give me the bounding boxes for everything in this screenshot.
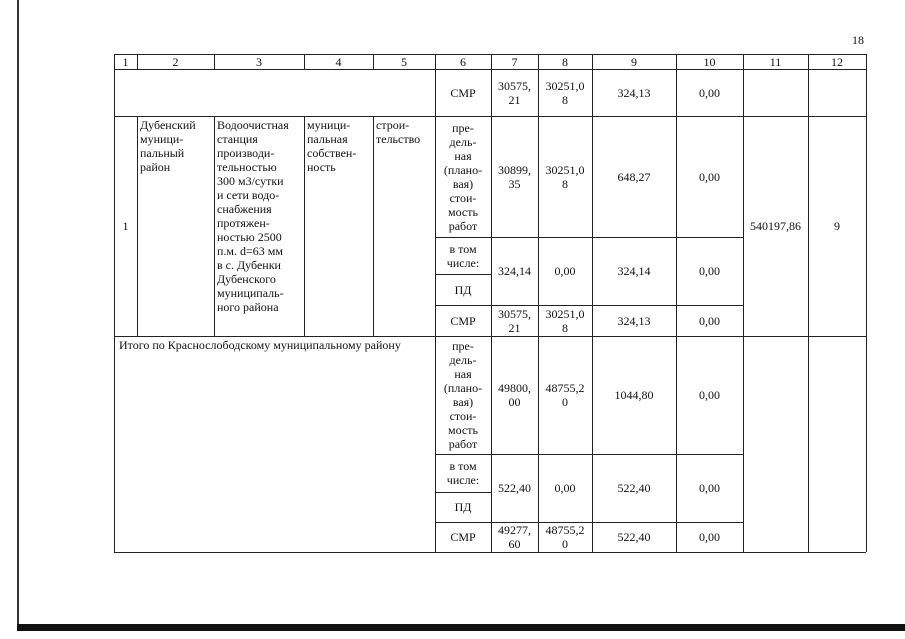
dub-pd-c9: 324,14 [617, 264, 651, 278]
col-header-3: 3 [256, 54, 262, 69]
district-total-label: Итого по Краснослободскому муниципальному району [119, 338, 401, 352]
col-header-2: 2 [172, 54, 179, 69]
ownership-form: муници- пальная собствен- ность [307, 118, 357, 174]
tot-total-c8: 48755,2 0 [545, 381, 585, 409]
dub-smr-c9: 324,13 [617, 313, 651, 328]
col-header-11: 11 [769, 54, 782, 69]
top-smr-label: СМР [450, 85, 476, 100]
col-header-1: 1 [122, 54, 129, 69]
dub-total-c10: 0,00 [699, 169, 720, 184]
work-type: строи- тельство [376, 118, 421, 146]
tot-total-c7: 49800, 00 [498, 381, 531, 409]
tot-pd-c10: 0,00 [699, 481, 720, 495]
left-page-edge [17, 0, 19, 630]
dub-pd-label: ПД [454, 282, 472, 297]
dub-smr-label: СМР [450, 313, 476, 328]
tot-smr-c8: 48755,2 0 [545, 523, 585, 551]
dub-smr-c10: 0,00 [699, 313, 720, 328]
dub-total-c9: 648,27 [617, 169, 651, 184]
col-header-7: 7 [511, 54, 518, 69]
tot-total-label: пре- дель- ная (плано- вая) стои- мость работ [443, 339, 483, 451]
col-header-6: 6 [460, 54, 466, 69]
tot-including-label: в том числе: [446, 459, 480, 487]
dub-including-label: в том числе: [446, 241, 480, 270]
dub-total-label: пре- дель- ная (плано- вая) стои- мость работ [443, 120, 483, 233]
col-header-4: 4 [335, 54, 342, 69]
tot-smr-c7: 49277, 60 [498, 523, 531, 551]
tot-pd-label: ПД [454, 500, 472, 514]
dub-total-c7: 30899, 35 [498, 162, 531, 191]
top-smr-c8: 30251,0 8 [545, 78, 585, 107]
tot-smr-c10: 0,00 [699, 530, 720, 544]
tot-pd-c8: 0,00 [554, 481, 576, 495]
dub-total-c8: 30251,0 8 [545, 162, 585, 191]
top-smr-c10: 0,00 [699, 85, 720, 100]
tot-pd-c9: 522,40 [617, 481, 651, 495]
bottom-scan-edge [17, 624, 905, 631]
tot-smr-label: СМР [450, 530, 476, 544]
object-description: Водоочистная станция производи- тельностью 300 м3/сутки и сети водо- снабжения протяжен- ностью 2500 п.м. d=63 мм в с. Дубенки Дубенского муниципаль- ного района [217, 118, 289, 314]
row-number: 1 [122, 219, 129, 233]
dub-pd-c8: 0,00 [554, 264, 576, 278]
tot-pd-c7: 522,40 [498, 481, 531, 495]
tot-smr-c9: 522,40 [617, 530, 651, 544]
tot-total-c10: 0,00 [699, 388, 720, 402]
dub-c11-value: 540197,86 [750, 219, 801, 233]
top-smr-c9: 324,13 [617, 85, 651, 100]
col-header-10: 10 [703, 54, 716, 69]
col-header-5: 5 [401, 54, 407, 69]
dub-smr-c7: 30575, 21 [498, 306, 531, 335]
col-header-12: 12 [831, 54, 843, 69]
page-number: 18 [852, 33, 864, 47]
dub-pd-c7: 324,14 [498, 264, 531, 278]
top-smr-c7: 30575, 21 [498, 78, 531, 107]
district-name: Дубенский муници- пальный район [140, 118, 196, 174]
dub-pd-c10: 0,00 [699, 264, 720, 278]
col-header-9: 9 [631, 54, 637, 69]
col-header-8: 8 [562, 54, 568, 69]
dub-smr-c8: 30251,0 8 [545, 306, 585, 335]
tot-total-c9: 1044,80 [614, 388, 654, 402]
dub-c12-value: 9 [834, 219, 840, 233]
